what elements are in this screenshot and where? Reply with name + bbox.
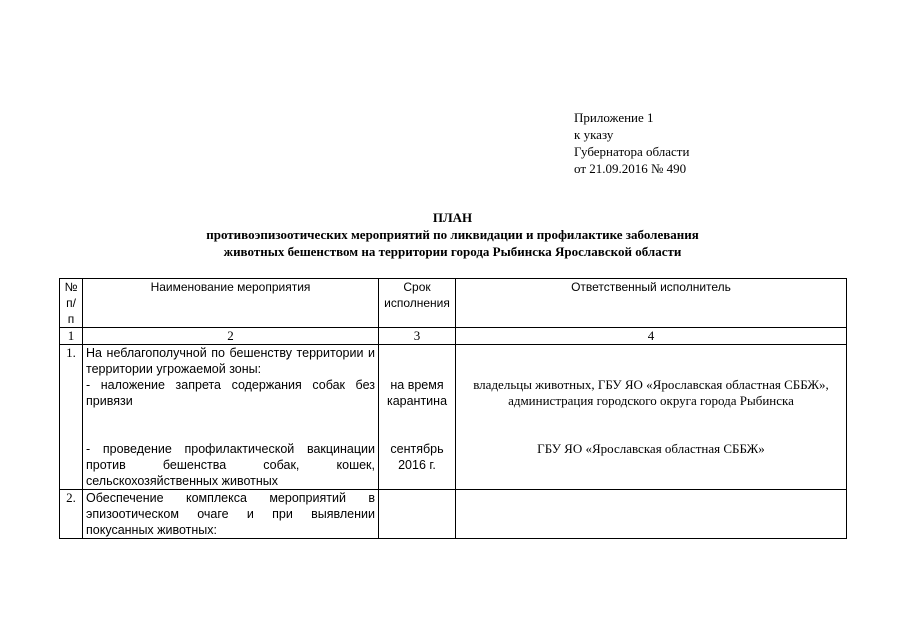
appendix-line-4: от 21.09.2016 № 490	[574, 161, 687, 176]
header-num	[60, 279, 83, 328]
table-row	[60, 490, 847, 539]
header-term-line-1: Срок	[403, 280, 431, 294]
row-2-term	[379, 490, 456, 539]
header-term	[379, 279, 456, 328]
appendix-block	[574, 109, 689, 177]
row-1-item-2-name: - проведение профилактической вакцинации против бешенства собак, кошек, сельскохозяйственных животных	[86, 442, 375, 488]
column-number-1: 1	[60, 328, 83, 345]
header-num-line-1: №	[64, 280, 78, 294]
row-1-item-2-executor: ГБУ ЯО «Ярославская областная СББЖ»	[537, 441, 765, 456]
column-number-3: 3	[379, 328, 456, 345]
row-1-item-2-term: сентябрь 2016 г.	[390, 442, 444, 472]
row-1-item-1-name: - наложение запрета содержания собак без привязи	[86, 378, 375, 408]
table-header-row	[60, 279, 847, 328]
header-name: Наименование мероприятия	[83, 279, 379, 328]
row-2-name: Обеспечение комплекса мероприятий в эпизоотическом очаге и при выявлении покусанных животных:	[83, 490, 379, 539]
document-subtitle-line-2: животных бешенством на территории города Рыбинска Ярославской области	[223, 244, 682, 259]
table-row	[60, 345, 847, 490]
row-1-item-1-executor: владельцы животных, ГБУ ЯО «Ярославская областная СББЖ», администрация городского округа города Рыбинска	[473, 377, 829, 408]
column-number-2: 2	[83, 328, 379, 345]
row-2-num: 2.	[60, 490, 83, 539]
column-number-row	[60, 328, 847, 345]
appendix-line-3: Губернатора области	[574, 144, 690, 159]
header-executor: Ответственный исполнитель	[456, 279, 847, 328]
document-subtitle-line-1: противоэпизоотических мероприятий по ликвидации и профилактике заболевания	[206, 227, 699, 242]
row-1-item-1-term: на время карантина	[386, 378, 448, 408]
row-1-num: 1.	[60, 345, 83, 490]
document-title: ПЛАН	[432, 210, 473, 225]
row-1-executor	[456, 345, 847, 490]
column-number-4: 4	[456, 328, 847, 345]
document-heading	[0, 209, 905, 260]
row-2-executor	[456, 490, 847, 539]
row-1-term	[379, 345, 456, 490]
header-num-line-2: п/п	[66, 296, 76, 326]
appendix-line-1: Приложение 1	[574, 110, 654, 125]
plan-table	[59, 278, 847, 539]
row-1-intro: На неблагополучной по бешенству территории и территории угрожаемой зоны:	[86, 346, 375, 376]
row-1-name	[83, 345, 379, 490]
header-term-line-2: исполнения	[384, 296, 450, 310]
appendix-line-2: к указу	[574, 127, 614, 142]
